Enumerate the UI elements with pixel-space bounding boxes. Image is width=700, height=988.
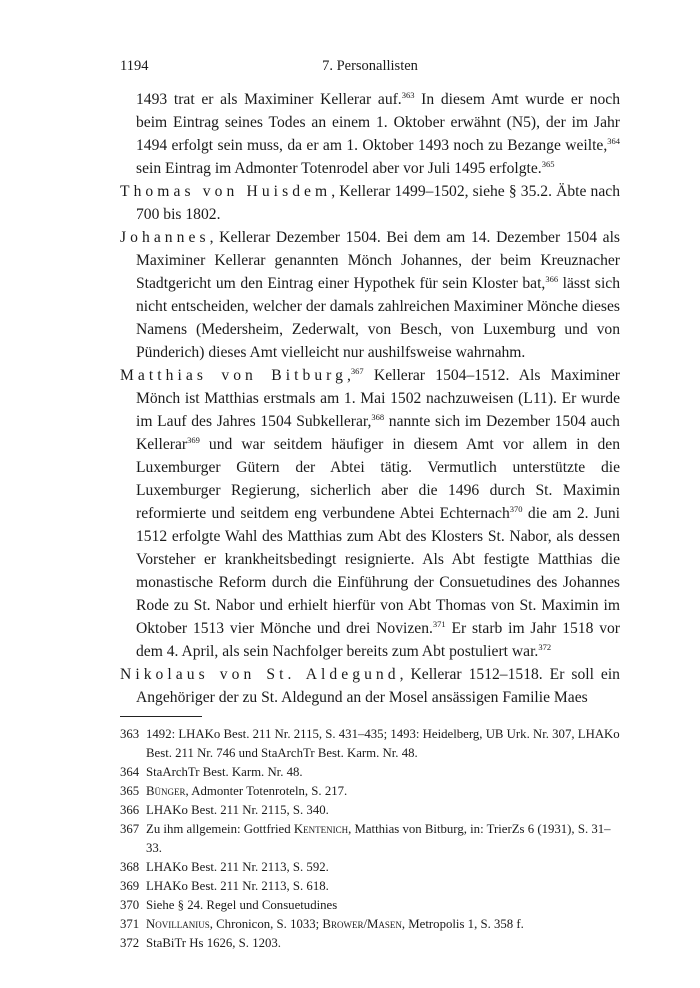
footnote-ref[interactable]: 370 (509, 503, 523, 514)
text-run: , Metropolis 1, S. 358 f. (401, 917, 524, 931)
text-run: die am 2. Juni 1512 erfolgte Wahl des Matthias zum Abt des Klosters St. Nabor, als dessen Vorsteher er krankheitsbedingt resignierte. Als Abt festigte Matthias die monastische Reform durch die Einführung der Consuetudines des Johannes Rode zu St. Nabor und erhielt hierfür von Abt Thomas von St. Maximin im Oktober 1513 vier Mönche und drei Novizen. (136, 505, 620, 637)
footnote (120, 877, 620, 896)
footnotes (120, 725, 620, 953)
text-run: Zu ihm allgemein: Gottfried (146, 822, 294, 836)
footnote-text: 1492: LHAKo Best. 211 Nr. 2115, S. 431–435; 1493: Heidelberg, UB Urk. Nr. 307, LHAKo Best. 211 Nr. 746 und StaArchTr Best. Karm. Nr. 48. (146, 727, 620, 760)
footnote (120, 858, 620, 877)
text-run: , Kellerar 1512–1518. Er soll ein Angehöriger der zu St. Aldegund an der Mosel ansässigen Familie Maes (136, 666, 620, 706)
footnote (120, 820, 620, 858)
footnote-ref[interactable]: 368 (371, 411, 385, 422)
footnote-divider (120, 716, 202, 717)
text-run: , Chronicon, S. 1033; (209, 917, 323, 931)
footnote-ref[interactable]: 369 (187, 434, 200, 445)
footnote-text (146, 782, 620, 801)
page (120, 58, 620, 953)
footnote-text (146, 820, 620, 858)
text-run: In diesem Amt wurde er noch beim Eintrag seines Todes an einem 1. Oktober erwähnt (N5), der im Jahr 1494 erfolgt sein muss, da er am 1. Oktober 1493 noch zu Bezange weilte, (136, 91, 620, 154)
footnote-text: StaBiTr Hs 1626, S. 1203. (146, 936, 281, 950)
text-run: und war seitdem häufiger in diesem Amt vor allem in den Luxemburger Gütern der Abtei tätig. Vermutlich unterstützte die Luxemburger Regierung, sicherlich aber die 1496 durch St. Maximin reformierte und seitdem eng verbundene Abtei Echternach (136, 436, 620, 522)
footnote (120, 896, 620, 915)
footnote-number: 370 (120, 898, 140, 912)
person-name: Nikolaus von St. Aldegund (120, 666, 400, 683)
footnote-text: LHAKo Best. 211 Nr. 2113, S. 592. (146, 860, 329, 874)
footnote-ref[interactable]: 365 (541, 158, 555, 169)
footnote (120, 782, 620, 801)
footnote-ref[interactable]: 367 (350, 365, 364, 376)
footnote-text: LHAKo Best. 211 Nr. 2115, S. 340. (146, 803, 329, 817)
footnote-number: 369 (120, 879, 140, 893)
body-text (120, 88, 620, 709)
entry-continuation (120, 88, 620, 180)
footnote-ref[interactable]: 364 (607, 135, 620, 146)
person-name: Johannes (120, 229, 210, 246)
author-name: Brower/Masen (322, 917, 402, 931)
footnote-text: StaArchTr Best. Karm. Nr. 48. (146, 765, 303, 779)
text-run: , Kellerar Dezember 1504. Bei dem am 14. Dezember 1504 als Maximiner Kellerar genannten Mönch Johannes, der beim Kreuznacher Stadtgericht um den Eintrag einer Hypothek für sein Kloster bat, (136, 229, 620, 292)
author-name: Novillanius (146, 917, 210, 931)
entry-matthias (120, 364, 620, 663)
text-run: , (347, 367, 351, 384)
text-run: lässt sich nicht entscheiden, welcher der damals zahlreichen Maximiner Mönche dieses Namens (Medersheim, Zederwalt, von Besch, von Luxemburg und von Pünderich) dieses Amt vielleicht nur aushilfsweise wahrnahm. (136, 275, 620, 361)
footnote-ref[interactable]: 363 (401, 89, 415, 100)
footnote-ref[interactable]: 371 (432, 618, 446, 629)
page-number: 1194 (120, 58, 149, 74)
entry-nikolaus (120, 663, 620, 709)
entry-johannes (120, 226, 620, 364)
footnote-number: 366 (120, 803, 140, 817)
footnote-text (146, 915, 620, 934)
footnote-ref[interactable]: 372 (538, 641, 552, 652)
footnote (120, 801, 620, 820)
footnote-number: 365 (120, 784, 140, 798)
footnote-number: 372 (120, 936, 140, 950)
footnote-number: 371 (120, 917, 140, 931)
text-run: 1493 trat er als Maximiner Kellerar auf. (136, 91, 402, 108)
author-name: Bünger (146, 784, 186, 798)
footnote-text: Siehe § 24. Regel und Consuetudines (146, 898, 338, 912)
person-name: Thomas von Huisdem (120, 183, 332, 200)
footnote (120, 763, 620, 782)
footnote-number: 367 (120, 822, 140, 836)
footnote-text: LHAKo Best. 211 Nr. 2113, S. 618. (146, 879, 329, 893)
text-run: , Kellerar 1499–1502, siehe § 35.2. Äbte nach 700 bis 1802. (136, 183, 620, 223)
author-name: Kentenich (293, 822, 349, 836)
footnote-ref[interactable]: 366 (545, 273, 559, 284)
chapter-title: 7. Personallisten (322, 58, 418, 74)
text-run: Kellerar 1504–1512. Als Maximiner Mönch ist Matthias erstmals am 1. Mai 1502 nachzuweisen (L11). Er wurde im Lauf des Jahres 1504 Subkellerar, (136, 367, 620, 430)
text-run: , Matthias von Bitburg, in: TrierZs 6 (1931), S. 31–33. (146, 822, 611, 855)
footnote (120, 725, 620, 763)
footnote-number: 364 (120, 765, 140, 779)
footnote (120, 934, 620, 953)
text-run: Er starb im Jahr 1518 vor dem 4. April, als sein Nachfolger bereits zum Abt postuliert war. (136, 620, 620, 660)
text-run: , Admonter Totenroteln, S. 217. (185, 784, 348, 798)
footnote-number: 363 (120, 727, 140, 741)
text-run: nannte sich im Dezember 1504 auch Kellerar (136, 413, 620, 453)
running-head (120, 58, 620, 88)
person-name: Matthias von Bitburg (120, 367, 347, 384)
text-run: sein Eintrag im Admonter Totenrodel aber vor Juli 1495 erfolgte. (136, 160, 542, 177)
entry-thomas (120, 180, 620, 226)
footnote-number: 368 (120, 860, 140, 874)
footnote (120, 915, 620, 934)
